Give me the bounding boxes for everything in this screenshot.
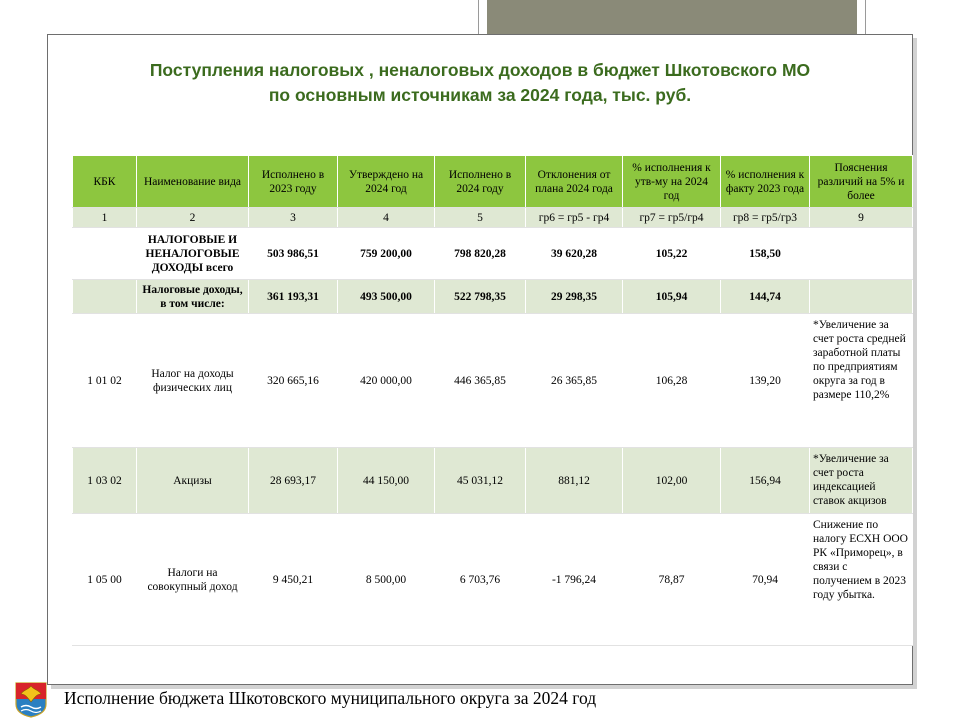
column-number-row xyxy=(73,208,913,228)
cell-approved-2024: 44 150,00 xyxy=(338,448,435,514)
header-name: Наименование вида xyxy=(137,156,249,208)
header-approved-2024: Утверждено на 2024 год xyxy=(338,156,435,208)
column-number: гр7 = гр5/гр4 xyxy=(623,208,721,228)
table-row-aggregate-income-tax xyxy=(73,514,913,646)
table-row-excise xyxy=(73,448,913,514)
cell-approved-2024: 759 200,00 xyxy=(338,228,435,280)
cell-pct-2023: 144,74 xyxy=(721,280,810,314)
header-executed-2024: Исполнено в 2024 году xyxy=(435,156,526,208)
header-explanation: Пояснения различий на 5% и более xyxy=(810,156,913,208)
cell-name: Акцизы xyxy=(137,448,249,514)
cell-pct-approved: 105,22 xyxy=(623,228,721,280)
cell-executed-2023: 320 665,16 xyxy=(249,314,338,448)
cell-kbk xyxy=(73,280,137,314)
column-number: 3 xyxy=(249,208,338,228)
cell-executed-2023: 28 693,17 xyxy=(249,448,338,514)
cell-executed-2023: 503 986,51 xyxy=(249,228,338,280)
cell-executed-2024: 798 820,28 xyxy=(435,228,526,280)
cell-approved-2024: 493 500,00 xyxy=(338,280,435,314)
cell-note xyxy=(810,280,913,314)
column-number: 4 xyxy=(338,208,435,228)
column-number: 5 xyxy=(435,208,526,228)
coat-of-arms-icon xyxy=(15,682,47,718)
page-title xyxy=(60,58,900,108)
cell-deviation: 39 620,28 xyxy=(526,228,623,280)
cell-name: НАЛОГОВЫЕ И НЕНАЛОГОВЫЕ ДОХОДЫ всего xyxy=(137,228,249,280)
cell-note: *Увеличение за счет роста индексацией ставок акцизов xyxy=(810,448,913,514)
cell-kbk: 1 05 00 xyxy=(73,514,137,646)
cell-executed-2024: 522 798,35 xyxy=(435,280,526,314)
cell-kbk xyxy=(73,228,137,280)
cell-note: Снижение по налогу ЕСХН ООО РК «Приморец», в связи с получением в 2023 году убытка. xyxy=(810,514,913,646)
cell-executed-2024: 45 031,12 xyxy=(435,448,526,514)
cell-pct-2023: 70,94 xyxy=(721,514,810,646)
header-pct-approved: % исполнения к утв-му на 2024 год xyxy=(623,156,721,208)
cell-note: *Увеличение за счет роста средней заработной платы по предприятиям округа за год в размере 110,2% xyxy=(810,314,913,448)
cell-deviation: -1 796,24 xyxy=(526,514,623,646)
table-row-income-tax xyxy=(73,314,913,448)
cell-approved-2024: 420 000,00 xyxy=(338,314,435,448)
table-row-total xyxy=(73,228,913,280)
cell-pct-2023: 156,94 xyxy=(721,448,810,514)
column-number: 9 xyxy=(810,208,913,228)
cell-pct-approved: 102,00 xyxy=(623,448,721,514)
column-number: гр6 = гр5 - гр4 xyxy=(526,208,623,228)
header-pct-2023: % исполнения к факту 2023 года xyxy=(721,156,810,208)
cell-deviation: 29 298,35 xyxy=(526,280,623,314)
cell-name: Налоги на совокупный доход xyxy=(137,514,249,646)
table-header-row xyxy=(73,156,913,208)
table-row-tax-revenue xyxy=(73,280,913,314)
cell-kbk: 1 03 02 xyxy=(73,448,137,514)
cell-name: Налог на доходы физических лиц xyxy=(137,314,249,448)
header-executed-2023: Исполнено в 2023 году xyxy=(249,156,338,208)
cell-deviation: 26 365,85 xyxy=(526,314,623,448)
cell-pct-approved: 78,87 xyxy=(623,514,721,646)
cell-executed-2023: 361 193,31 xyxy=(249,280,338,314)
footer-caption: Исполнение бюджета Шкотовского муниципального округа за 2024 год xyxy=(64,688,597,708)
column-number: гр8 = гр5/гр3 xyxy=(721,208,810,228)
column-number: 1 xyxy=(73,208,137,228)
cell-pct-approved: 105,94 xyxy=(623,280,721,314)
cell-note xyxy=(810,228,913,280)
header-deviation: Отклонения от плана 2024 года xyxy=(526,156,623,208)
title-line-1: Поступления налоговых , неналоговых доходов в бюджет Шкотовского МО xyxy=(149,60,811,80)
cell-deviation: 881,12 xyxy=(526,448,623,514)
cell-kbk: 1 01 02 xyxy=(73,314,137,448)
cell-executed-2023: 9 450,21 xyxy=(249,514,338,646)
revenue-table xyxy=(72,155,913,646)
cell-executed-2024: 446 365,85 xyxy=(435,314,526,448)
cell-pct-approved: 106,28 xyxy=(623,314,721,448)
cell-name: Налоговые доходы, в том числе: xyxy=(137,280,249,314)
column-number: 2 xyxy=(137,208,249,228)
cell-executed-2024: 6 703,76 xyxy=(435,514,526,646)
cell-pct-2023: 158,50 xyxy=(721,228,810,280)
header-kbk: КБК xyxy=(73,156,137,208)
title-line-2: по основным источникам за 2024 года, тыс. руб. xyxy=(268,85,692,105)
cell-approved-2024: 8 500,00 xyxy=(338,514,435,646)
cell-pct-2023: 139,20 xyxy=(721,314,810,448)
